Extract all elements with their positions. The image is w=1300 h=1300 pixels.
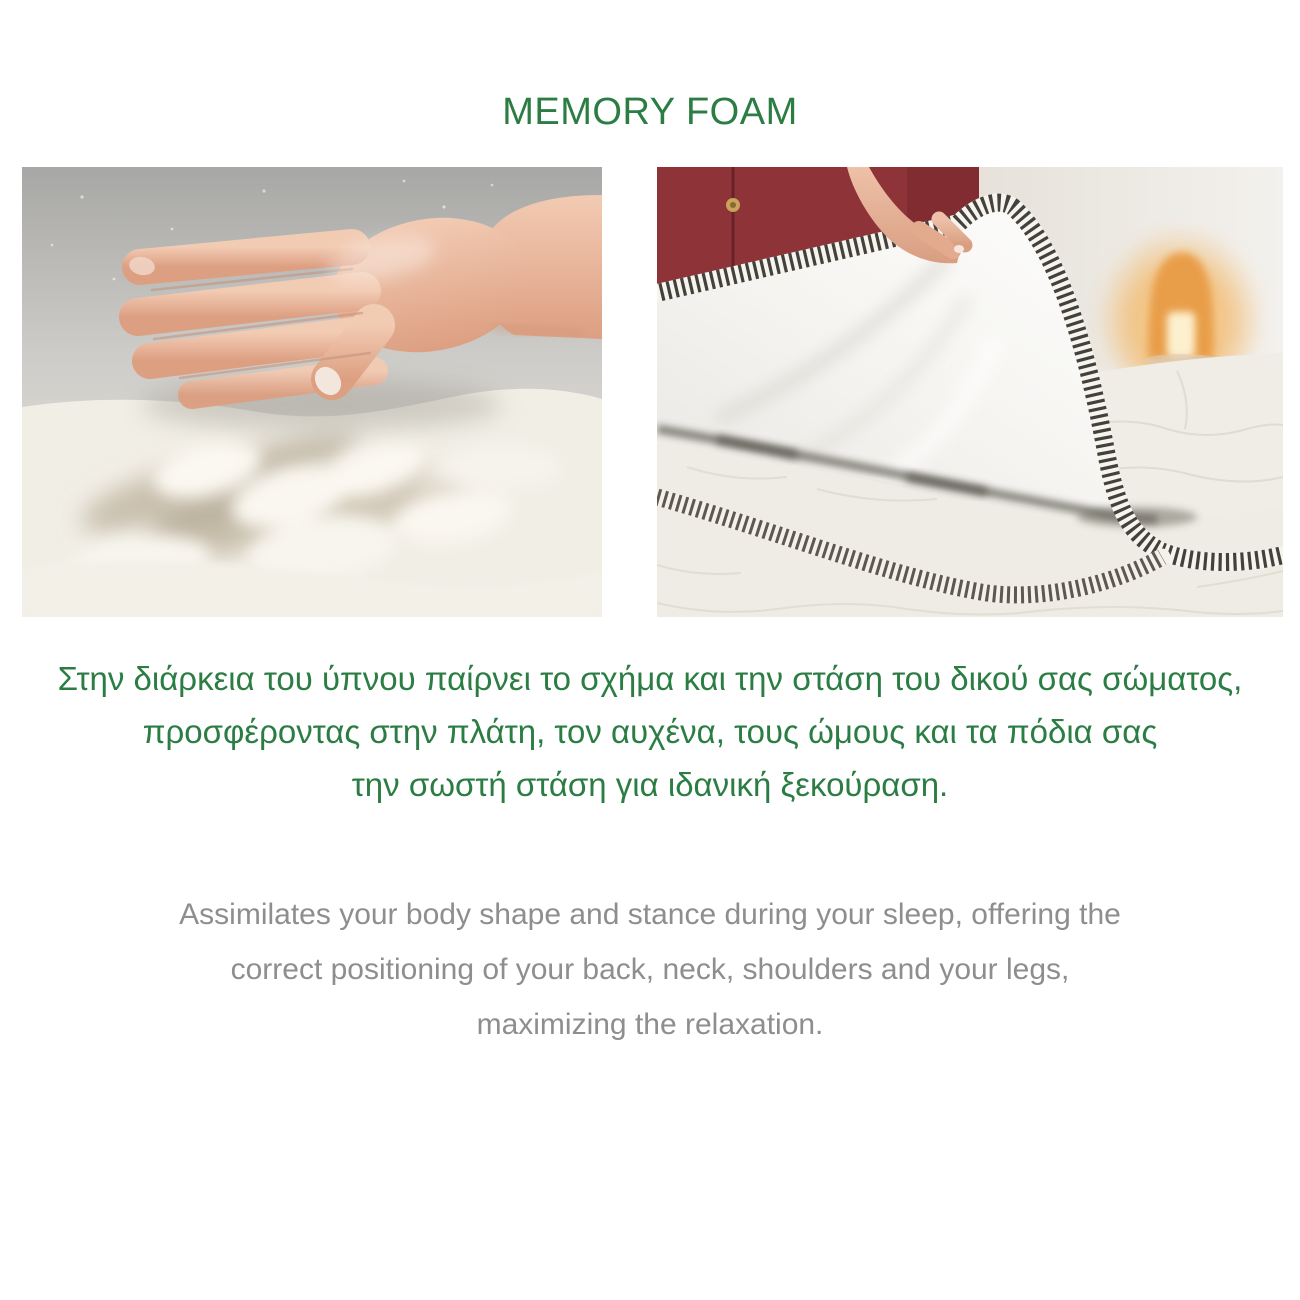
english-line-1: Assimilates your body shape and stance during your sleep, offering the [179,898,1121,931]
greek-line-1: Στην διάρκεια του ύπνου παίρνει το σχήμα και την στάση του δικού σας σώματος, [57,660,1243,697]
mattress-topper-photo-graphic [657,167,1283,617]
pinching-finger-nail [954,245,964,253]
english-line-3: maximizing the relaxation. [476,1008,824,1041]
english-line-2: correct positioning of your back, neck, shoulders and your legs, [230,953,1070,986]
mattress-topper-photo [657,167,1283,617]
memory-foam-photo-graphic [22,167,602,617]
page-title: MEMORY FOAM [502,91,798,133]
greek-line-2: προσφέροντας στην πλάτη, τον αυχένα, τους ώμους και τα πόδια σας [142,713,1158,750]
greek-paragraph [0,652,1300,811]
memory-foam-photo [22,167,602,617]
greek-line-3: την σωστή στάση για ιδανική ξεκούραση. [351,766,949,803]
english-paragraph [0,887,1300,1052]
